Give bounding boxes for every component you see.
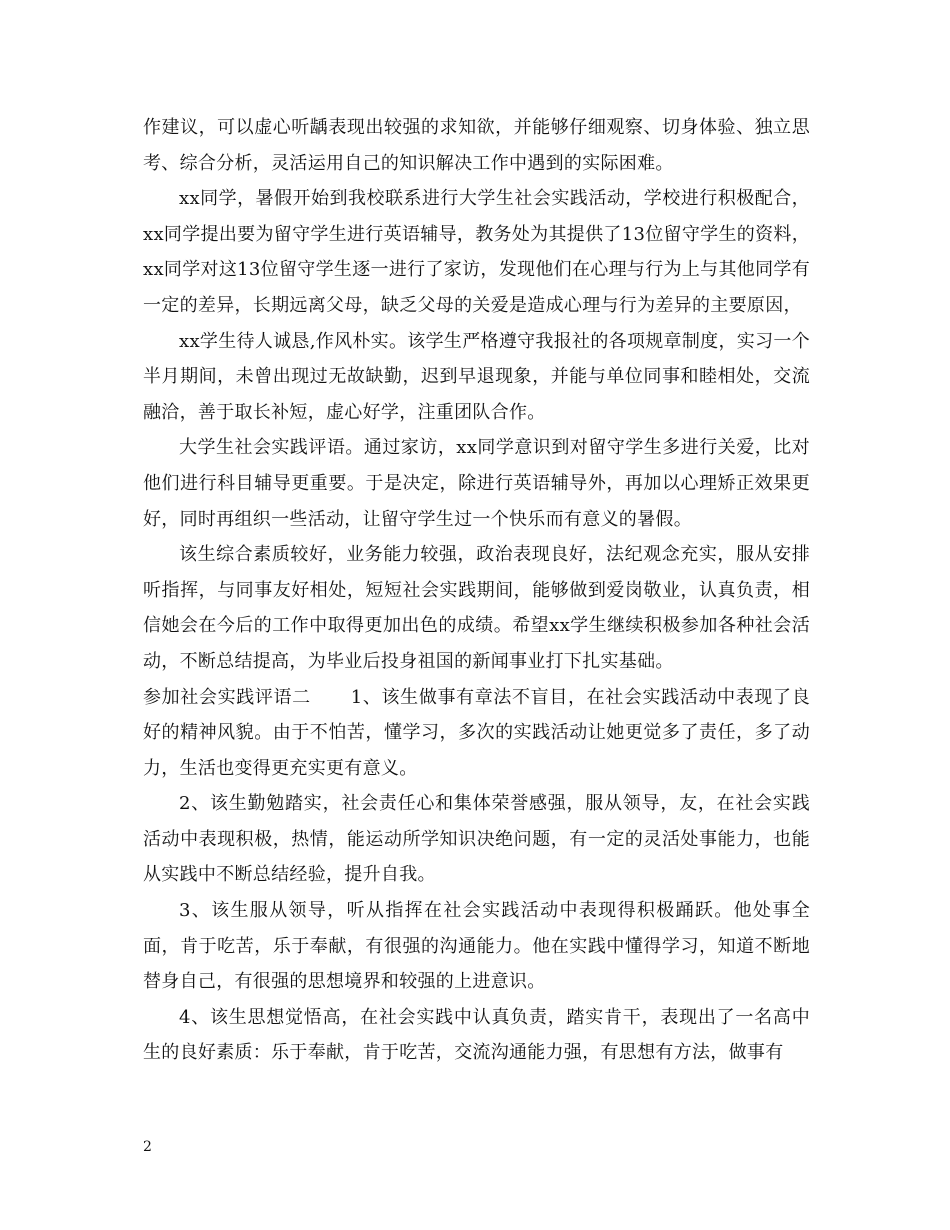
paragraph-7: 2、该生勤勉踏实，社会责任心和集体荣誉感强，服从领导，友，在社会实践活动中表现积极，热情，能运动所学知识决绝问题，有一定的灵活处事能力，也能从实践中不断总结经验，提升自我。	[143, 793, 810, 886]
paragraph-6-text: 1、该生做事有章法不盲目，在社会实践活动中表现了良好的精神风貌。由于不怕苦，懂学习，多次的实践活动让她更觉多了责任，多了动力，生活也变得更充实更有意义。	[143, 686, 810, 779]
document-body	[143, 110, 810, 1071]
page-number: 2	[143, 1139, 152, 1155]
paragraph-9: 4、该生思想觉悟高，在社会实践中认真负责，踏实肯干，表现出了一名高中生的良好素质：乐于奉献，肯于吃苦，交流沟通能力强，有思想有方法，做事有	[143, 1006, 810, 1064]
paragraph-6	[143, 680, 810, 787]
paragraph-3: xx学生待人诚恳,作风朴实。该学生严格遵守我报社的各项规章制度，实习一个半月期间，未曾出现过无故缺勤，迟到早退现象，并能与单位同事和睦相处，交流融洽，善于取长补短，虚心好学，注重团队合作。	[143, 330, 810, 423]
paragraph-1: 作建议，可以虚心听龋表现出较强的求知欲，并能够仔细观察、切身体验、独立思考、综合分析，灵活运用自己的知识解决工作中遇到的实际困难。	[143, 117, 810, 174]
paragraph-8: 3、该生服从领导，听从指挥在社会实践活动中表现得积极踊跃。他处事全面，肯于吃苦，乐于奉献，有很强的沟通能力。他在实践中懂得学习，知道不断地替身自己，有很强的思想境界和较强的上进意识。	[143, 900, 810, 993]
section-heading: 参加社会实践评语二	[143, 686, 311, 708]
paragraph-5: 该生综合素质较好，业务能力较强，政治表现良好，法纪观念充实，服从安排听指挥，与同事友好相处，短短社会实践期间，能够做到爱岗敬业，认真负责，相信她会在今后的工作中取得更加出色的成绩。希望xx学生继续积极参加各种社会活动，不断总结提高，为毕业后投身祖国的新闻事业打下扎实基础。	[143, 544, 810, 672]
paragraph-2: xx同学，暑假开始到我校联系进行大学生社会实践活动，学校进行积极配合，xx同学提出要为留守学生进行英语辅导，教务处为其提供了13位留守学生的资料，xx同学对这13位留守学生逐一进行了家访，发现他们在心理与行为上与其他同学有一定的差异，长期远离父母，缺乏父母的关爱是造成心理与行为差异的主要原因，	[143, 188, 810, 316]
paragraph-4: 大学生社会实践评语。通过家访，xx同学意识到对留守学生多进行关爱，比对他们进行科目辅导更重要。于是决定，除进行英语辅导外，再加以心理矫正效果更好，同时再组织一些活动，让留守学生过一个快乐而有意义的暑假。	[143, 437, 810, 530]
